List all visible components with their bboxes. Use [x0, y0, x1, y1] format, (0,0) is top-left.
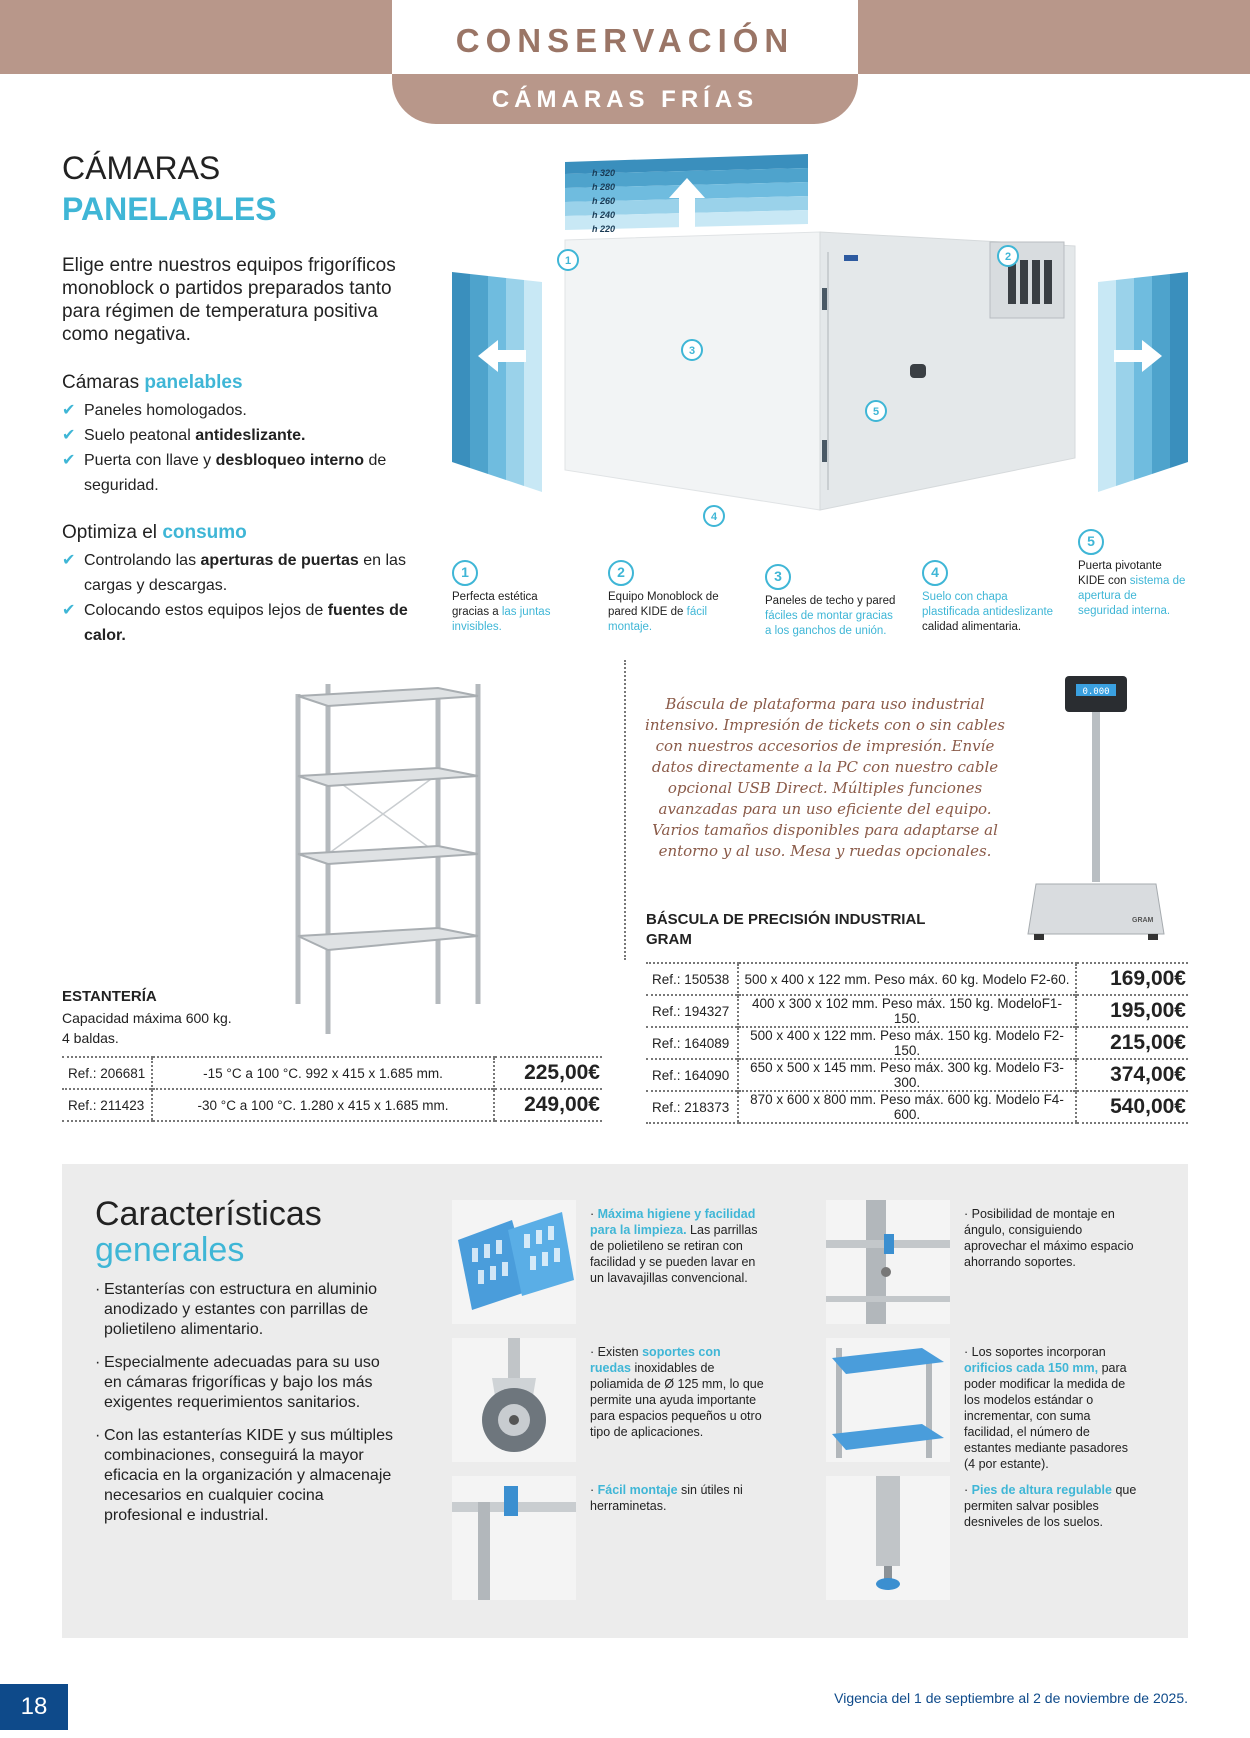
feature-text-3: · Existen soportes con ruedas inoxidables de poliamida de Ø 125 mm, lo que permite una ayuda importante para espacios pequeños u otro tipo de aplicaciones. [590, 1345, 764, 1439]
list-item: ✔ Suelo peatonal antideslizante. [62, 423, 422, 448]
divider [624, 660, 626, 960]
price-table-bascula [646, 962, 1188, 1124]
feature-legend [450, 533, 1190, 646]
callout-3-icon [682, 340, 702, 360]
price-table-estanteria [62, 1056, 602, 1122]
list-item: ✔ Colocando estos equipos lejos de fuentes de calor. [62, 598, 422, 648]
svg-text:3: 3 [688, 345, 696, 357]
svg-text:h 260: h 260 [592, 196, 616, 206]
check-icon: ✔ [62, 552, 76, 569]
industrial-scale-image [1020, 672, 1170, 952]
svg-text:2: 2 [1004, 251, 1012, 263]
callout-5-icon [866, 401, 886, 421]
feature-text-6: · Pies de altura regulable que permiten salvar posibles desniveles de los suelos. [964, 1483, 1137, 1529]
number-badge-icon: 1 [452, 560, 478, 586]
corner-mount-image [826, 1200, 950, 1324]
feature-text-4: · Los soportes incorporan orificios cada 150 mm, para poder modificar la medida de los modelos estándar o incrementar, con suma facilidad, el número de estantes mediante pasadores (4 por estante). [964, 1345, 1128, 1471]
polyethylene-grid-image [452, 1200, 576, 1324]
feature-text-5: · Fácil montaje sin útiles ni herraminetas. [590, 1483, 743, 1513]
page-title-line2: PANELABLES [62, 191, 277, 227]
svg-text:5: 5 [872, 406, 880, 418]
page-title-line1: CÁMARAS [62, 150, 221, 186]
checklist-panelables [62, 398, 422, 498]
easy-assembly-image [452, 1476, 576, 1600]
product-name-estanteria: ESTANTERÍA [62, 988, 157, 1005]
table-row: Ref.: 164090 650 x 500 x 145 mm. Peso máx. 300 kg. Modelo F3-300. 374,00€ [646, 1059, 1188, 1091]
list-item: ✔ Puerta con llave y desbloqueo interno de seguridad. [62, 448, 422, 498]
svg-text:h 220: h 220 [592, 224, 616, 234]
check-icon: ✔ [62, 602, 76, 619]
legend-item-3: 3 Paneles de techo y pared fáciles de montar gracias a los ganchos de unión. [765, 564, 900, 639]
door-handle-icon [910, 364, 926, 378]
callout-2-icon [998, 246, 1018, 266]
intro-paragraph: Elige entre nuestros equipos frigoríficos monoblock o partidos preparados tanto para régimen de temperatura positiva como negativa. [62, 255, 396, 345]
callout-1-icon [558, 250, 578, 270]
legend-item-1: 1 Perfecta estética gracias a las juntas invisibles. [452, 560, 567, 635]
legend-item-4: 4 Suelo con chapa plastificada antideslizante calidad alimentaria. [922, 560, 1057, 635]
feature-text-1: · Máxima higiene y facilidad para la limpieza. Las parrillas de polietileno se retiran con facilidad y se pueden lavar en un lavavajillas convencional. [590, 1207, 758, 1285]
list-item: ✔ Controlando las aperturas de puertas en las cargas y descargas. [62, 548, 422, 598]
subheading-consumo: Optimiza el consumo [62, 522, 247, 543]
checklist-consumo [62, 548, 422, 648]
list-item: · Especialmente adecuadas para su uso en cámaras frigoríficas y bajo los más exigentes requerimientos sanitarios. [95, 1353, 395, 1413]
table-row: Ref.: 150538 500 x 400 x 122 mm. Peso máx. 60 kg. Modelo F2-60. 169,00€ [646, 963, 1188, 995]
svg-text:1: 1 [564, 255, 572, 267]
list-item: · Con las estanterías KIDE y sus múltiples combinaciones, conseguirá la mayor eficacia en la organización y almacenaje necesarios en cualquier cocina profesional e industrial. [95, 1426, 395, 1526]
table-row: Ref.: 218373 870 x 600 x 800 mm. Peso máx. 600 kg. Modelo F4-600. 540,00€ [646, 1091, 1188, 1123]
list-item: ✔ Paneles homologados. [62, 398, 422, 423]
legend-item-5: 5 Puerta pivotante KIDE con sistema de apertura de seguridad interna. [1078, 529, 1190, 619]
svg-text:h 240: h 240 [592, 210, 616, 220]
number-badge-icon: 4 [922, 560, 948, 586]
adjustable-shelf-image [826, 1338, 950, 1462]
shelving-unit-image [288, 674, 488, 1044]
table-row: Ref.: 211423 -30 °C a 100 °C. 1.280 x 415 x 1.685 mm. 249,00€ [62, 1089, 602, 1121]
feature-text-2: · Posibilidad de montaje en ángulo, consiguiendo aprovechar el máximo espacio ahorrando soportes. [964, 1207, 1134, 1269]
cold-room-front [565, 232, 820, 510]
product-name-bascula: BÁSCULA DE PRECISIÓN INDUSTRIAL GRAM [646, 911, 926, 948]
subheading-panelables: Cámaras panelables [62, 372, 243, 393]
number-badge-icon: 5 [1078, 529, 1104, 555]
table-row: Ref.: 194327 400 x 300 x 102 mm. Peso máx. 150 kg. ModeloF1-150. 195,00€ [646, 995, 1188, 1027]
check-icon: ✔ [62, 402, 76, 419]
legend-item-2: 2 Equipo Monoblock de pared KIDE de fácil montaje. [608, 560, 723, 635]
number-badge-icon: 2 [608, 560, 634, 586]
list-item: · Estanterías con estructura en aluminio anodizado y estantes con parrillas de polietileno alimentario. [95, 1280, 395, 1340]
svg-text:h 320: h 320 [592, 168, 616, 178]
features-title-line2: generales [95, 1231, 245, 1269]
svg-text:4: 4 [710, 511, 718, 523]
caster-wheel-icon [452, 1338, 576, 1462]
svg-text:GRAM: GRAM [1132, 917, 1154, 924]
features-title-line1: Características [95, 1195, 322, 1233]
table-row: Ref.: 206681 -15 °C a 100 °C. 992 x 415 x 1.685 mm. 225,00€ [62, 1057, 602, 1089]
table-row: Ref.: 164089 500 x 400 x 122 mm. Peso máx. 150 kg. Modelo F2-150. 215,00€ [646, 1027, 1188, 1059]
validity-note: Vigencia del 1 de septiembre al 2 de noviembre de 2025. [834, 1690, 1188, 1706]
section-title: CONSERVACIÓN [455, 22, 795, 59]
product-desc-estanteria: Capacidad máxima 600 kg. 4 baldas. [62, 1010, 232, 1046]
svg-text:h 280: h 280 [592, 182, 616, 192]
cold-room-illustration [450, 150, 1190, 560]
callout-4-icon [704, 506, 724, 526]
section-subtitle: CÁMARAS FRÍAS [491, 86, 759, 113]
page-number: 18 [0, 1684, 68, 1730]
scale-description: Báscula de plataforma para uso industrial intensivo. Impresión de tickets con o sin cables con nuestros accesorios de impresión. Envíe datos directamente a la PC con nuestro cable opcional USB Direct. Múltiples funciones avanzadas para un uso eficiente del equipo. Varios tamaños disponibles para adaptarse al entorno y al uso. Mesa y ruedas opcionales. [645, 695, 1005, 860]
check-icon: ✔ [62, 452, 76, 469]
svg-text:0.000: 0.000 [1082, 687, 1110, 697]
adjustable-foot-icon [826, 1476, 950, 1600]
door-hinge [822, 288, 827, 310]
door-hinge [822, 440, 827, 462]
check-icon: ✔ [62, 427, 76, 444]
features-bullets [95, 1280, 395, 1539]
number-badge-icon: 3 [765, 564, 791, 590]
